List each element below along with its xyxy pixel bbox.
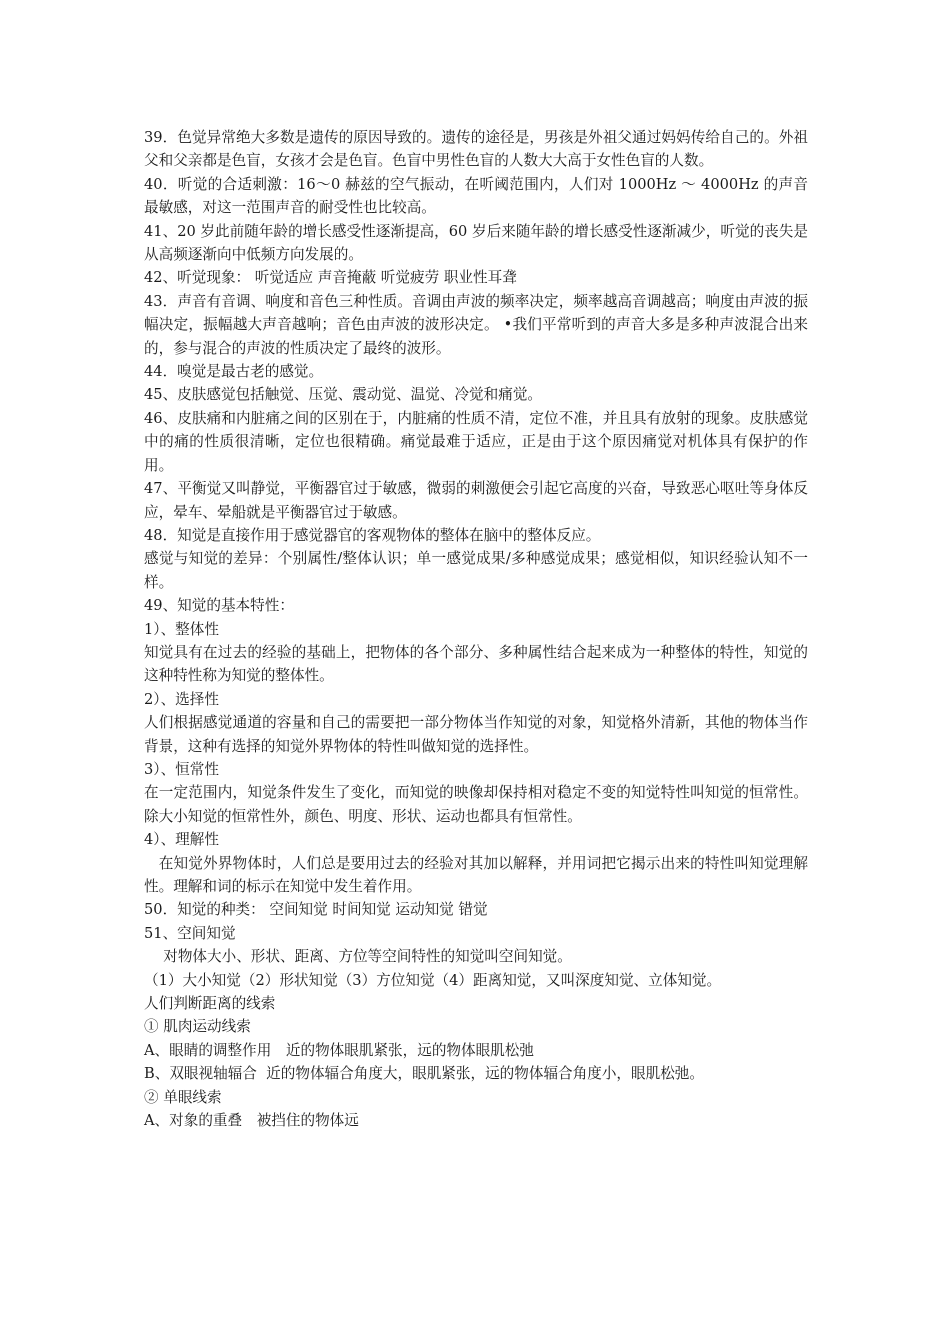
cue-overlap: A、对象的重叠 被挡住的物体远 — [144, 1112, 359, 1130]
paragraph-43: 43．声音有音调、响度和音色三种性质。音调由声波的频率决定，频率越高音调越高；响度由声波的振幅决定，振幅越大声音越响；音色由声波的波形决定。 •我们平常听到的声音大多是多种声波混合出来的，参与混合的声波的性质决定了最终的波形。 — [144, 292, 808, 357]
cue-muscle-movement: ① 肌肉运动线索 — [144, 1018, 251, 1036]
paragraph-40: 40．听觉的合适刺激：16～0 赫兹的空气振动，在听阈范围内，人们对 1000Hz ～ 4000Hz 的声音最敏感，对这一范围声音的耐受性也比较高。 — [144, 175, 808, 217]
subheading-understanding: 4）、理解性 — [144, 831, 219, 849]
paragraph-51-heading: 51、空间知觉 — [144, 924, 236, 942]
paragraph-39: 39．色觉异常绝大多数是遗传的原因导致的。遗传的途径是，男孩是外祖父通过妈妈传给自己的。外祖父和父亲都是色盲，女孩才会是色盲。色盲中男性色盲的人数大大高于女性色盲的人数。 — [144, 129, 808, 170]
paragraph-48-difference: 感觉与知觉的差异：个别属性/整体认识；单一感觉成果/多种感觉成果；感觉相似，知识经验认知不一样。 — [144, 550, 808, 591]
subheading-integrity: 1）、整体性 — [144, 620, 219, 638]
paragraph-44: 44．嗅觉是最古老的感觉。 — [144, 363, 324, 381]
paragraph-45: 45、皮肤感觉包括触觉、压觉、震动觉、温觉、冷觉和痛觉。 — [144, 386, 543, 404]
paragraph-47: 47、平衡觉又叫静觉，平衡器官过于敏感，微弱的刺激便会引起它高度的兴奋，导致恶心呕吐等身体反应，晕车、晕船就是平衡器官过于敏感。 — [144, 480, 808, 521]
paragraph-integrity: 知觉具有在过去的经验的基础上，把物体的各个部分、多种属性结合起来成为一种整体的特性，知觉的这种特性称为知觉的整体性。 — [144, 643, 808, 685]
paragraph-51-types: （1）大小知觉（2）形状知觉（3）方位知觉（4）距离知觉，又叫深度知觉、立体知觉。 — [144, 971, 722, 989]
paragraph-46: 46、皮肤痛和内脏痛之间的区别在于，内脏痛的性质不清，定位不准，并且具有放射的现象。皮肤感觉中的痛的性质很清晰，定位也很精确。痛觉最难于适应，正是由于这个原因痛觉对机体具有保护的作用。 — [144, 409, 808, 474]
paragraph-42: 42、听觉现象： 听觉适应 声音掩蔽 听觉疲劳 职业性耳聋 — [144, 269, 517, 287]
paragraph-41: 41、20 岁此前随年龄的增长感受性逐渐提高，60 岁后来随年龄的增长感受性逐渐减少，听觉的丧失是从高频逐渐向中低频方向发展的。 — [144, 222, 808, 264]
cue-monocular: ② 单眼线索 — [144, 1088, 222, 1106]
cue-accommodation: A、眼睛的调整作用 近的物体眼肌紧张，远的物体眼肌松弛 — [144, 1041, 534, 1059]
subheading-selectivity: 2）、选择性 — [144, 690, 219, 708]
paragraph-distance-cues: 人们判断距离的线索 — [144, 995, 276, 1013]
cue-convergence: B、双眼视轴辐合 近的物体辐合角度大，眼肌紧张，远的物体辐合角度小，眼肌松弛。 — [144, 1065, 704, 1083]
paragraph-understanding: 在知觉外界物体时，人们总是要用过去的经验对其加以解释，并用词把它揭示出来的特性叫知觉理解性。理解和词的标示在知觉中发生着作用。 — [144, 854, 808, 895]
paragraph-selectivity: 人们根据感觉通道的容量和自己的需要把一部分物体当作知觉的对象，知觉格外清新，其他的物体当作背景，这种有选择的知觉外界物体的特性叫做知觉的选择性。 — [144, 714, 808, 755]
paragraph-51-definition: 对物体大小、形状、距离、方位等空间特性的知觉叫空间知觉。 — [144, 948, 572, 966]
paragraph-49-heading: 49、知觉的基本特性： — [144, 597, 294, 615]
document-body — [144, 126, 808, 1132]
paragraph-50: 50．知觉的种类： 空间知觉 时间知觉 运动知觉 错觉 — [144, 901, 488, 919]
paragraph-constancy: 在一定范围内，知觉条件发生了变化，而知觉的映像却保持相对稳定不变的知觉特性叫知觉的恒常性。除大小知觉的恒常性外，颜色、明度、形状、运动也都具有恒常性。 — [144, 784, 808, 825]
subheading-constancy: 3）、恒常性 — [144, 760, 219, 778]
paragraph-48: 48．知觉是直接作用于感觉器官的客观物体的整体在脑中的整体反应。 — [144, 526, 601, 544]
